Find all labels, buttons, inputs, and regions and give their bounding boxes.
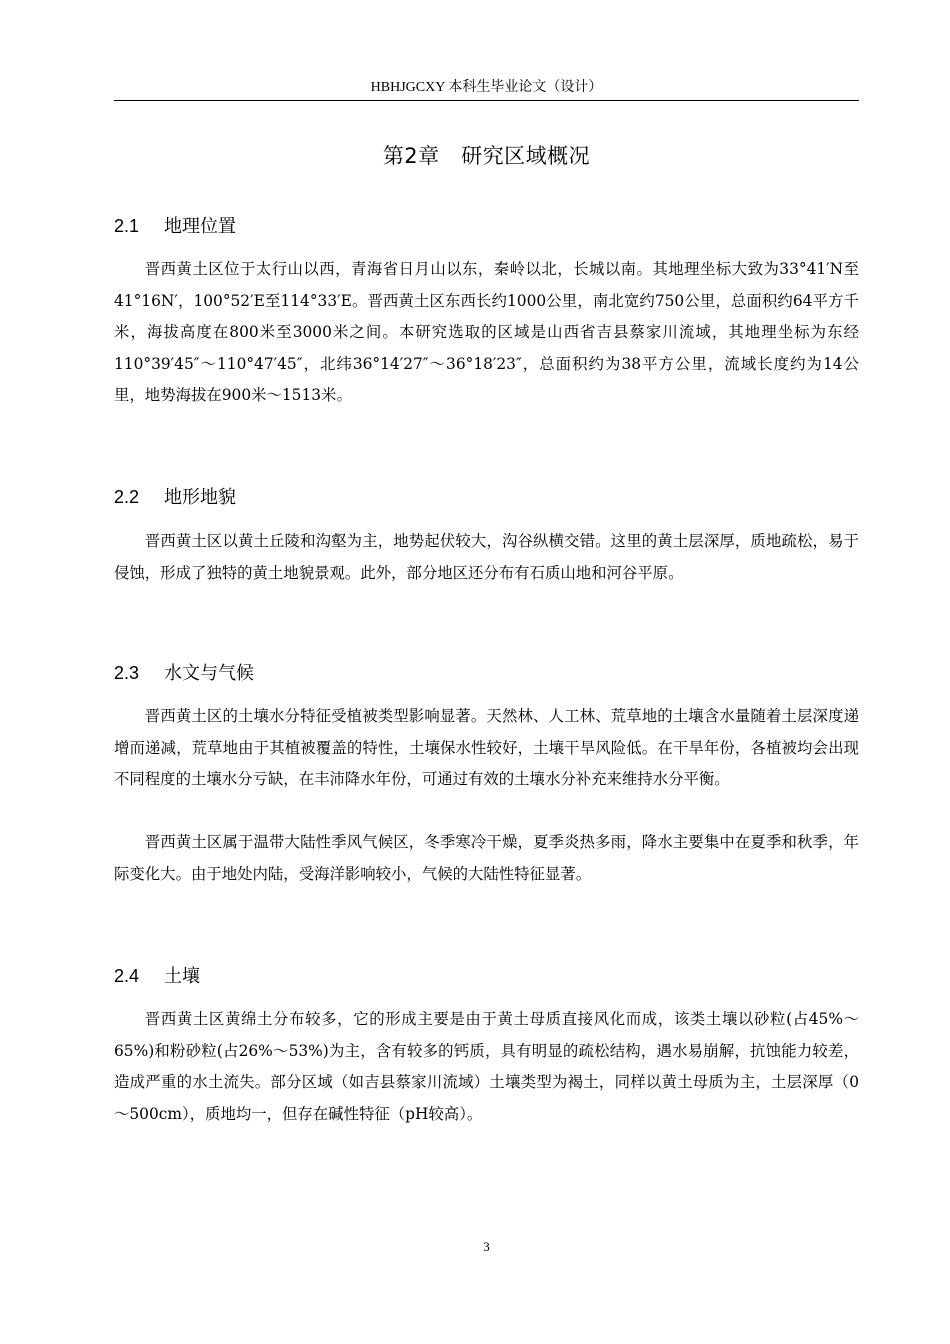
page-number: 3	[483, 1239, 490, 1254]
section-number: 2.1	[114, 216, 140, 236]
section-title: 土壤	[164, 966, 200, 987]
section-number: 2.3	[114, 663, 140, 683]
chapter-title: 第2章 研究区域概况	[382, 144, 591, 168]
section-heading-2-1	[114, 212, 236, 241]
section-title: 地形地貌	[164, 487, 236, 508]
section-number: 2.2	[114, 487, 140, 507]
section-heading-2-4	[114, 962, 200, 991]
section-title: 地理位置	[164, 216, 236, 237]
page-header: HBHJGCXY 本科生毕业论文（设计）	[370, 80, 603, 95]
paragraph-landform: 晋西黄土区以黄土丘陵和沟壑为主，地势起伏较大，沟谷纵横交错。这里的黄土层深厚，质地疏松，易于侵蚀，形成了独特的黄土地貌景观。此外，部分地区还分布有石质山地和河谷平原。	[114, 532, 859, 582]
section-heading-2-3	[114, 659, 254, 688]
paragraph-soil: 晋西黄土区黄绵土分布较多，它的形成主要是由于黄土母质直接风化而成，该类土壤以砂粒(占45%～65%)和粉砂粒(占26%～53%)为主，含有较多的钙质，具有明显的疏松结构，遇水易崩解，抗蚀能力较差，造成严重的水土流失。部分区域（如吉县蔡家川流域）土壤类型为褐土，同样以黄土母质为主，土层深厚（0～500cm），质地均一，但存在碱性特征（pH较高）。	[114, 1010, 859, 1123]
section-title: 水文与气候	[164, 663, 254, 684]
section-number: 2.4	[114, 966, 140, 986]
paragraph-geography: 晋西黄土区位于太行山以西，青海省日月山以东，秦岭以北，长城以南。其地理坐标大致为33°41′N至41°16N′，100°52′E至114°33′E。晋西黄土区东西长约1000公里，南北宽约750公里，总面积约64平方千米，海拔高度在800米至3000米之间。本研究选取的区域是山西省吉县蔡家川流域，其地理坐标为东经110°39′45″～110°47′45″，北纬36°14′27″～36°18′23″，总面积约为38平方公里，流域长度约为14公里，地势海拔在900米～1513米。	[114, 260, 859, 405]
paragraph-climate: 晋西黄土区属于温带大陆性季风气候区，冬季寒冷干燥，夏季炎热多雨，降水主要集中在夏季和秋季，年际变化大。由于地处内陆，受海洋影响较小，气候的大陆性特征显著。	[114, 833, 859, 883]
paragraph-hydrology: 晋西黄土区的土壤水分特征受植被类型影响显著。天然林、人工林、荒草地的土壤含水量随着土层深度递增而递减，荒草地由于其植被覆盖的特性，土壤保水性较好，土壤干旱风险低。在干旱年份，各植被均会出现不同程度的土壤水分亏缺，在丰沛降水年份，可通过有效的土壤水分补充来维持水分平衡。	[114, 707, 859, 789]
header-divider	[114, 100, 859, 101]
section-heading-2-2	[114, 483, 236, 512]
